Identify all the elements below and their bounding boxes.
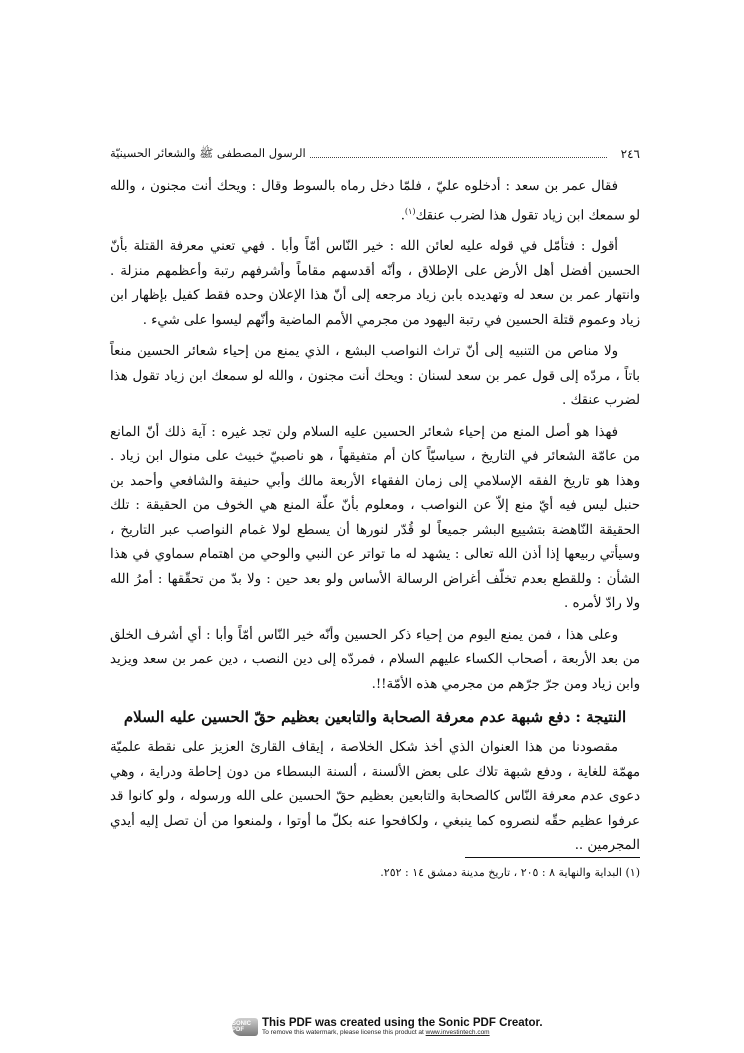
watermark-notice: To remove this watermark, please license this product at www.investintech.com	[262, 1028, 490, 1036]
sonic-pdf-logo-icon: SONIC PDF	[232, 1018, 258, 1036]
footnote-reference[interactable]: (١)	[404, 206, 416, 216]
paragraph: أقول : فتأمّل في قوله عليه لعائن الله : خير النّاس أمّاً وأبا . فهي تعني معرفة القتلة بأنّ الحسين أفضل أهل الأرض على الإطلاق ، وأنّه أقدسهم مقاماً وأشرفهم رتبة وأعظمهم منزلة . وانتهار عمر بن سعد له وتهديده بابن زياد مرجعه إلى أنّ هذا الإعلان وحده فقط كفيل بإظهار ابن زياد وعموم قتلة الحسين في رتبة اليهود من مجرمي الأمم الماضية وأنّهم ليسوا على شيء .	[110, 239, 640, 328]
running-header	[110, 145, 640, 163]
paragraph: مقصودنا من هذا العنوان الذي أخذ شكل الخلاصة ، إيقاف القارئ العزيز على نقطة علميّة مهمّة للغاية ، ودفع شبهة تلاك على بعض الألسنة ، ألسنة البسطاء من دون إحاطة ودراية ، وهي دعوى عدم معرفة النّاس كالصحابة والتابعين بعظيم حقّ الحسين على الله ورسوله ، ولو كانوا قد عرفوا عظيم حقّه لنصروه كما ينبغي ، ولكافحوا عنه بكلّ ما أوتوا ، ولمنعوا من أن تصل إليه أيدي المجرمين ..	[110, 740, 640, 854]
header-dotted-leader	[310, 157, 607, 158]
document-page	[110, 0, 640, 1053]
watermark-link[interactable]: www.investintech.com	[425, 1028, 490, 1036]
paragraph: فقال عمر بن سعد : أدخلوه عليّ ، فلمّا دخل رماه بالسوط وقال : ويحك أنت مجنون ، والله لو سمعك ابن زياد تقول هذا لضرب عنقك$^{(١)}$.	[110, 179, 640, 223]
footnote: (١) البداية والنهاية ٨ : ٢٠٥ ، تاريخ مدينة دمشق ١٤ : ٢٥٢.	[380, 866, 640, 879]
paragraph: ولا مناص من التنبيه إلى أنّ تراث النواصب البشع ، الذي يمنع من إحياء شعائر الحسين منعاً باتاً ، مردّه إلى قول عمر بن سعد لسنان : ويحك أنت مجنون ، والله لو سمعك ابن زياد تقول هذا لضرب عنقك .	[110, 344, 640, 409]
paragraph: فهذا هو أصل المنع من إحياء شعائر الحسين عليه السلام ولن تجد غيره : آية ذلك أنّ المانع من عامّة الشعائر في التاريخ ، سياسيّاً كان أم متفيقهاً ، هو ناصبيّ خبيث على منوال ابن زياد . وهذا هو تاريخ الفقه الإسلامي إلى زمان الفقهاء الأربعة مالك وأبي حنيفة والشافعي وأحمد بن حنبل ليس فيه أيّ منع إلاّ عن النواصب ، ومعلوم بأنّ علّة المنع هي الخوف من الحقيقة : تلك الحقيقة النّاهضة بتشييع البشر جميعاً لو قُدّر لنورها أن يسطع لولا غمام النواصب عبر التاريخ ، وسيأتي ربيعها إذا أذن الله تعالى : يشهد له ما تواتر عن النبي والوحي من اهتمام سماوي في هذا الشأن : وللقطع بعدم تخلّف أغراض الرسالة الأساس ولو بعد حين : ولا بدّ من تحقّقها : أمرُ الله ولا رادّ لأمره .	[110, 424, 640, 612]
watermark-title: This PDF was created using the Sonic PDF Creator.	[262, 1017, 543, 1029]
running-title: الرسول المصطفى ﷺ والشعائر الحسينيّة	[110, 145, 306, 160]
footnote-separator	[465, 857, 640, 858]
body-text	[110, 175, 640, 866]
page-number: ٢٤٦	[620, 147, 640, 161]
paragraph: وعلى هذا ، فمن يمنع اليوم من إحياء ذكر الحسين وأنّه خير النّاس أمّاً وأبا : أي أشرف الخلق من بعد الأربعة ، أصحاب الكساء عليهم السلام ، فمردّه إلى دين النصب ، دين عمر بن سعد ويزيد وابن زياد ومن جرّ جرّهم من مجرمي هذه الأمّة!!.	[110, 627, 640, 692]
pdf-watermark	[232, 1018, 543, 1036]
section-heading: النتيجة : دفع شبهة عدم معرفة الصحابة والتابعين بعظيم حقّ الحسين عليه السلام	[123, 708, 627, 727]
